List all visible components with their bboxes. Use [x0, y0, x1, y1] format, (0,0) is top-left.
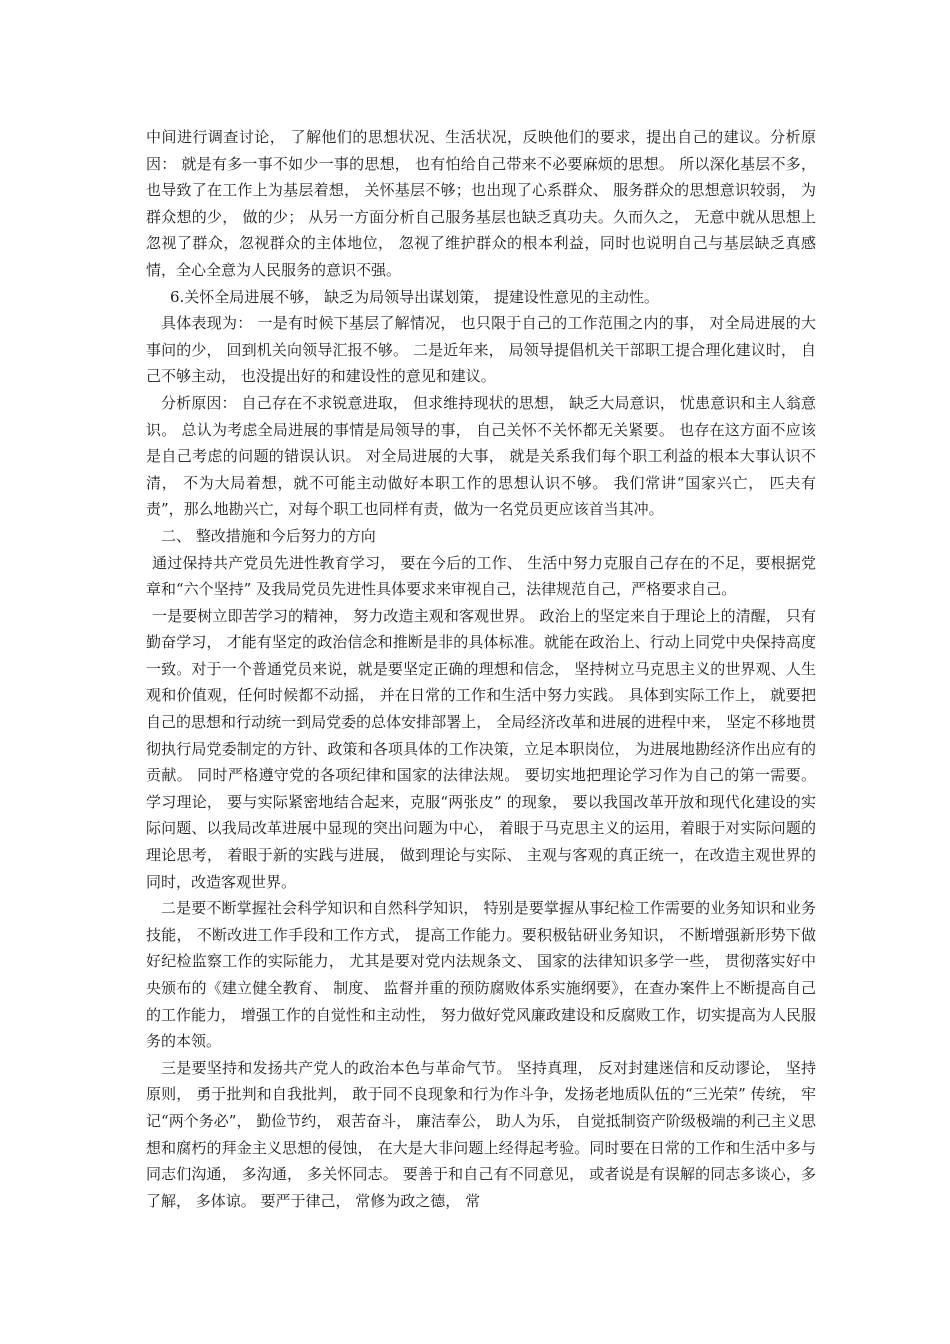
paragraph-measure-two: 二是要不断掌握社会科学知识和自然科学知识， 特别是要掌握从事纪检工作需要的业务知识和业务技能， 不断改进工作手段和工作方式， 提高工作能力。要积极钻研业务知识， 不断增强新形势下做好纪检监察工作的实际能力， 尤其是要对党内法规条文、 国家的法律知识多学一些， 贯彻落实好中央颁布的《建立健全教育、 制度、 监督并重的预防腐败体系实施纲要》，在查办案件上不断提高自己的工作能力， 增强工作的自觉性和主动性， 努力做好党风廉政建设和反腐败工作，切实提高为人民服务的本领。: [146, 899, 816, 1051]
paragraph-specific-performance: 具体表现为： 一是有时候下基层了解情况， 也只限于自己的工作范围之内的事， 对全局进展的大事问的少， 回到机关向领导汇报不够。 二是近年来， 局领导提倡机关干部职工提合理化建议时， 自己不够主动， 也没提出好的和建设性的意见和建议。: [146, 314, 816, 386]
paragraph-intro-rectification: 通过保持共产党员先进性教育学习， 要在今后的工作、 生活中努力克服自己存在的不足，要根据党章和“六个坚持” 及我局党员先进性具体要求来审视自己，法律规范自己，严格要求自己。: [146, 553, 816, 599]
paragraph-measure-one: 一是要树立即苦学习的精神， 努力改造主观和客观世界。 政治上的坚定来自于理论上的清醒， 只有勤奋学习， 才能有坚定的政治信念和推断是非的具体标准。就能在政治上、行动上同党中央保持高度一致。对于一个普通党员来说，就是要坚定正确的理想和信念， 坚持树立马克思主义的世界观、人生观和价值观，任何时候都不动摇， 并在日常的工作和生活中努力实践。 具体到实际工作上， 就要把自己的思想和行动统一到局党委的总体安排部署上， 全局经济改革和进展的进程中来， 坚定不移地贯彻执行局党委制定的方针、政策和各项具体的工作决策，立足本职岗位， 为进展地勘经济作出应有的贡献。 同时严格遵守党的各项纪律和国家的法律法规。 要切实地把理论学习作为自己的第一需要。 学习理论， 要与实际紧密地结合起来，克服“两张皮” 的现象， 要以我国改革开放和现代化建设的实际问题、以我局改革进展中显现的突出问题为中心， 着眼于马克思主义的运用，着眼于对实际问题的理论思考， 着眼于新的实践与进展， 做到理论与实际、 主观与客观的真正统一，在改造主观世界的同时，改造客观世界。: [146, 606, 816, 891]
heading-item-6: 6.关怀全局进展不够， 缺乏为局领导出谋划策， 提建设性意见的主动性。: [170, 287, 659, 306]
paragraph-analysis-grassroots: 中间进行调查讨论， 了解他们的思想状况、生活状况，反映他们的要求，提出自己的建议。分析原因： 就是有多一事不如少一事的思想， 也有怕给自己带来不必要麻烦的思想。 所以深化基层不多， 也导致了在工作上为基层着想， 关怀基层不够；也出现了心系群众、 服务群众的思想意识较弱， 为群众想的少， 做的少； 从另一方面分析自己服务基层也缺乏真功夫。久而久之， 无意中就从思想上忽视了群众，忽视群众的主体地位， 忽视了维护群众的根本利益，同时也说明自己与基层缺乏真感情，全心全意为人民服务的意识不强。: [146, 128, 816, 279]
section-heading-rectification: 二、 整改措施和今后努力的方向: [161, 526, 376, 545]
paragraph-measure-three: 三是要坚持和发扬共产党人的政治本色与革命气节。 坚持真理， 反对封建迷信和反动谬论， 坚持原则， 勇于批判和自我批判， 敢于同不良现象和行为作斗争，发扬老地质队伍的“三光荣” 传统， 牢记“两个务必”， 勤俭节约， 艰苦奋斗， 廉洁奉公， 助人为乐， 自觉抵制资产阶级极端的利己主义思想和腐朽的拜金主义思想的侵蚀， 在大是大非问题上经得起考验。同时要在日常的工作和生活中多与同志们沟通， 多沟通， 多关怀同志。 要善于和自己有不同意见， 或者说是有误解的同志多谈心，多了解， 多体谅。 要严于律己， 常修为政之德， 常: [146, 1058, 816, 1210]
document-body: [146, 124, 816, 1214]
paragraph-analysis-causes: 分析原因： 自己存在不求锐意进取， 但求维持现状的思想， 缺乏大局意识， 忧患意识和主人翁意识。 总认为考虑全局进展的事情是局领导的事， 自己关怀不关怀都无关紧要。 也存在这方面不应该是自己考虑的问题的错误认识。 对全局进展的大事， 就是关系我们每个职工利益的根本大事认识不清， 不为大局着想，就不可能主动做好本职工作的思想认识不够。 我们常讲“国家兴亡， 匹夫有责”，那么地勘兴亡，对每个职工也同样有责，做为一名党员更应该首当其冲。: [146, 393, 816, 519]
